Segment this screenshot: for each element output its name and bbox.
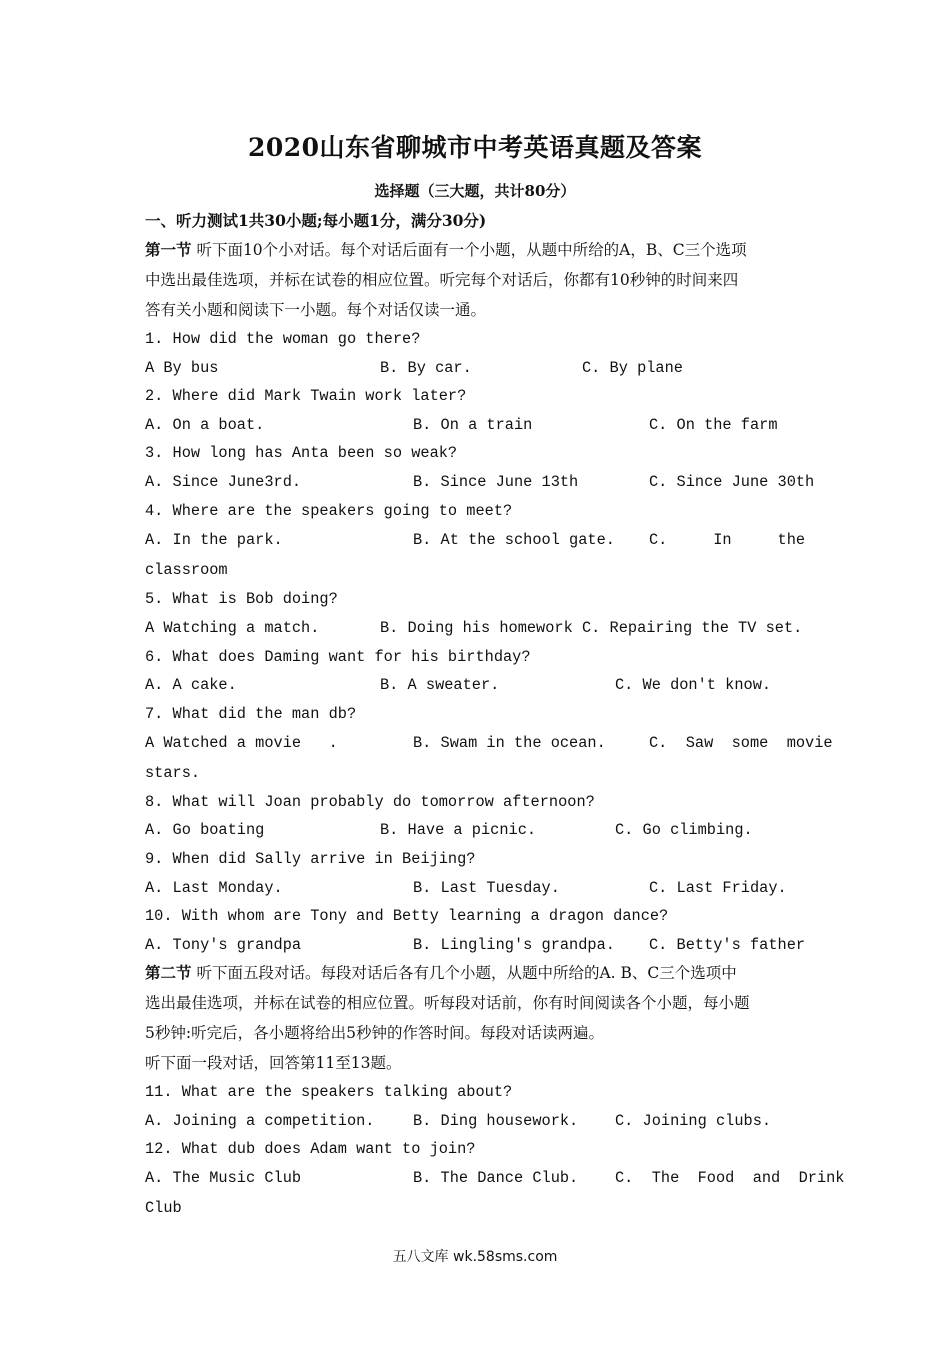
question-text: 3. How long has Anta been so weak? (145, 444, 458, 462)
option-a: A. A cake. (145, 676, 237, 694)
option-c: C. On the farm (649, 416, 778, 434)
option-a: A. The Music Club (145, 1169, 302, 1187)
part2-line-4: 听下面一段对话，回答第11至13题。 (145, 1054, 402, 1072)
option-a: A By bus (145, 359, 219, 377)
part2-label: 第二节 (145, 963, 192, 982)
option-a: A. Go boating (145, 821, 265, 839)
question-text: 9. When did Sally arrive in Beijing? (145, 850, 476, 868)
section-heading: 一、听力测试1共30小题;每小题1分，满分30分) (145, 211, 487, 230)
question-text: 8. What will Joan probably do tomorrow afternoon? (145, 793, 595, 811)
option-c: C. Betty's father (649, 936, 806, 954)
option-c: C. Go climbing. (615, 821, 753, 839)
option-c: C. Joining clubs. (615, 1112, 772, 1130)
option-a: A. On a boat. (145, 416, 265, 434)
option-b: B. At the school gate. (413, 531, 615, 549)
question-text: 10. With whom are Tony and Betty learning a dragon dance? (145, 907, 669, 925)
option-b: B. Last Tuesday. (413, 879, 560, 897)
question-text: 4. Where are the speakers going to meet? (145, 502, 513, 520)
option-b: B. Have a picnic. (380, 821, 537, 839)
option-b: B. On a train (413, 416, 533, 434)
option-a: A. Since June3rd. (145, 473, 302, 491)
option-c: C. Saw some movie (649, 734, 833, 752)
question-text: 6. What does Daming want for his birthday? (145, 648, 531, 666)
option-a: A Watching a match. (145, 619, 320, 637)
part1-line-1: 听下面10个小对话。每个对话后面有一个小题，从题中所给的A，B、C三个选项 (191, 241, 747, 259)
option-b: B. By car. (380, 359, 472, 377)
option-a: A. Tony's grandpa (145, 936, 302, 954)
option-c-continued: Club (145, 1199, 182, 1217)
option-c: C. Last Friday. (649, 879, 787, 897)
part1-line-2: 中选出最佳选项，并标在试卷的相应位置。听完每个对话后，你都有10秒钟的时间来四 (145, 271, 739, 289)
option-c: C. By plane (582, 359, 683, 377)
question-text: 2. Where did Mark Twain work later? (145, 387, 467, 405)
option-a: A. In the park. (145, 531, 283, 549)
footer-watermark: 五八文库 wk.58sms.com (392, 1249, 558, 1265)
option-b: B. A sweater. (380, 676, 500, 694)
question-text: 11. What are the speakers talking about? (145, 1083, 513, 1101)
option-a: A. Last Monday. (145, 879, 283, 897)
option-c: C. Repairing the TV set. (582, 619, 803, 637)
option-b: B. Lingling's grandpa. (413, 936, 615, 954)
option-c: C. We don't know. (615, 676, 772, 694)
question-text: 5. What is Bob doing? (145, 590, 338, 608)
question-text: 12. What dub does Adam want to join? (145, 1140, 476, 1158)
option-c-continued: stars. (145, 764, 201, 782)
page-title: 2020山东省聊城市中考英语真题及答案 (247, 133, 703, 162)
part2-line-1: 听下面五段对话。每段对话后各有几个小题，从题中所给的A. B、C三个选项中 (191, 964, 737, 982)
option-b: B. Doing his homework (380, 619, 573, 637)
question-text: 1. How did the woman go there? (145, 330, 421, 348)
option-c: C. Since June 30th (649, 473, 815, 491)
part1-label: 第一节 (145, 240, 192, 259)
option-b: B. Ding housework. (413, 1112, 579, 1130)
part2-line-2: 选出最佳选项，并标在试卷的相应位置。听每段对话前，你有时间阅读各个小题，每小题 (145, 994, 750, 1012)
part1-line-3: 答有关小题和阅读下一小题。每个对话仅读一通。 (145, 301, 487, 319)
option-b: B. Swam in the ocean. (413, 734, 606, 752)
question-text: 7. What did the man db? (145, 705, 357, 723)
option-b: B. The Dance Club. (413, 1169, 579, 1187)
option-c: C. The Food and Drink (615, 1169, 845, 1187)
part2-line-3: 5秒钟:听完后，各小题将给出5秒钟的作答时间。每段对话读两遍。 (145, 1024, 604, 1042)
page-subtitle: 选择题（三大题，共计80分） (374, 182, 576, 200)
option-a: A. Joining a competition. (145, 1112, 375, 1130)
option-c-continued: classroom (145, 561, 228, 579)
option-b: B. Since June 13th (413, 473, 579, 491)
option-a: A Watched a movie . (145, 734, 338, 752)
part1-instructions (145, 235, 807, 325)
part2-instructions (145, 958, 807, 1078)
option-c: C. In the (649, 531, 806, 549)
